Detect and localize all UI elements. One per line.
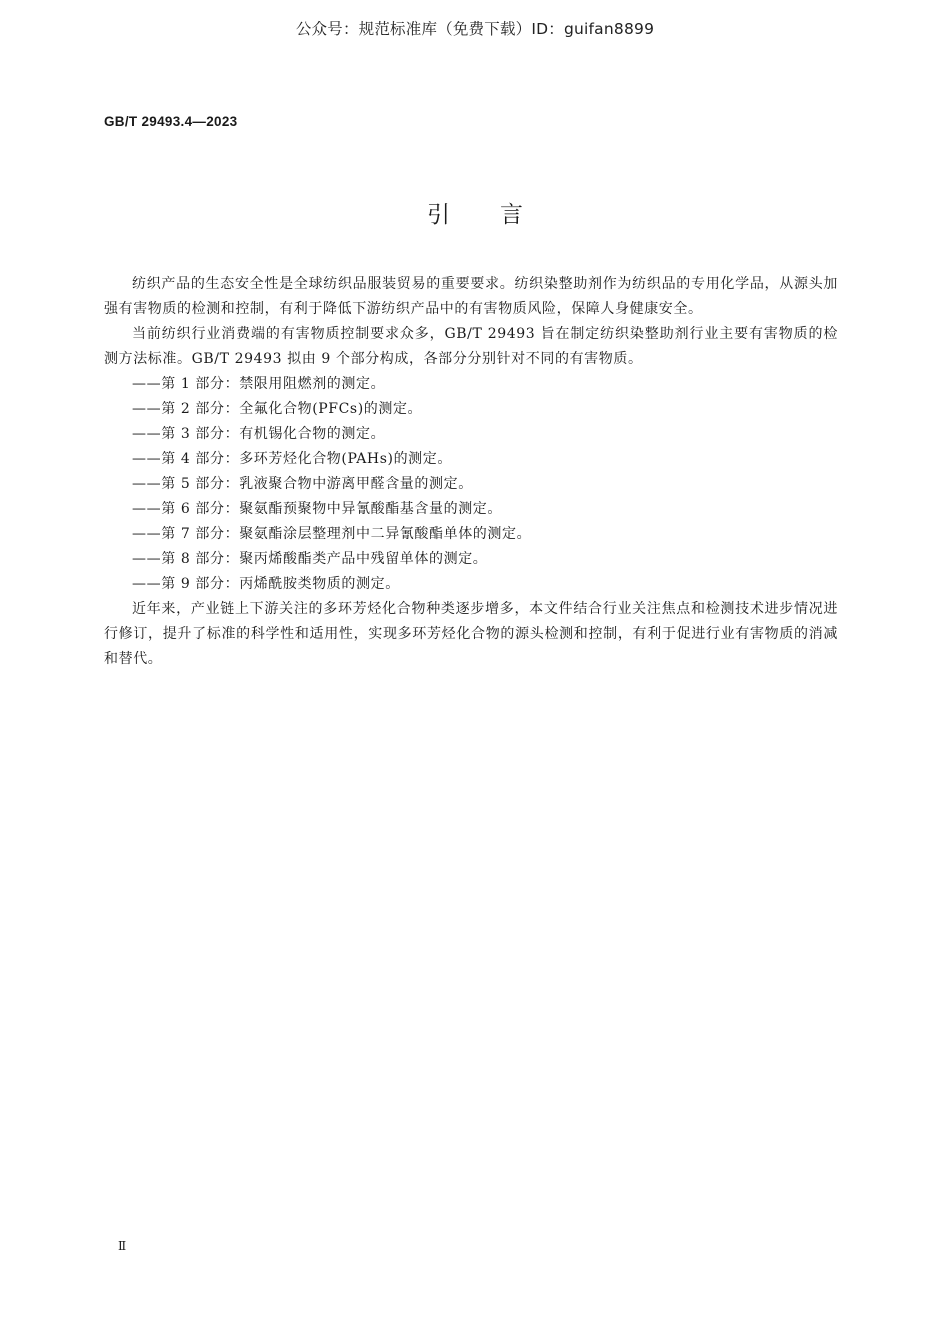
watermark-text: 公众号：规范标准库（免费下载）ID：guifan8899 [295, 20, 655, 38]
parts-list [104, 372, 838, 597]
list-item: ——第 7 部分：聚氨酯涂层整理剂中二异氰酸酯单体的测定。 [132, 526, 532, 542]
intro-paragraph-1: 纺织产品的生态安全性是全球纺织品服装贸易的重要要求。纺织染整助剂作为纺织品的专用化学品，从源头加强有害物质的检测和控制，有利于降低下游纺织产品中的有害物质风险，保障人身健康安全。 [104, 276, 838, 317]
list-item: ——第 2 部分：全氟化合物(PFCs)的测定。 [132, 401, 423, 417]
standard-number: GB/T 29493.4—2023 [104, 114, 238, 129]
list-item: ——第 4 部分：多环芳烃化合物(PAHs)的测定。 [132, 451, 452, 467]
intro-paragraph-2: 当前纺织行业消费端的有害物质控制要求众多，GB/T 29493 旨在制定纺织染整助剂行业主要有害物质的检测方法标准。GB/T 29493 拟由 9 个部分构成，各部分分别针对不同的有害物质。 [104, 326, 838, 367]
list-item: ——第 8 部分：聚丙烯酸酯类产品中残留单体的测定。 [132, 551, 488, 567]
list-item: ——第 5 部分：乳液聚合物中游离甲醛含量的测定。 [132, 476, 473, 492]
list-item: ——第 9 部分：丙烯酰胺类物质的测定。 [132, 576, 400, 592]
document-body [104, 272, 838, 672]
page-number: Ⅱ [118, 1239, 127, 1253]
list-item: ——第 3 部分：有机锡化合物的测定。 [132, 426, 386, 442]
list-item: ——第 6 部分：聚氨酯预聚物中异氰酸酯基含量的测定。 [132, 501, 503, 517]
list-item: ——第 1 部分：禁限用阻燃剂的测定。 [132, 376, 386, 392]
page-title: 引言 [427, 202, 573, 228]
closing-paragraph: 近年来，产业链上下游关注的多环芳烃化合物种类逐步增多，本文件结合行业关注焦点和检测技术进步情况进行修订，提升了标准的科学性和适用性，实现多环芳烃化合物的源头检测和控制，有利于促进行业有害物质的消减和替代。 [104, 601, 838, 667]
